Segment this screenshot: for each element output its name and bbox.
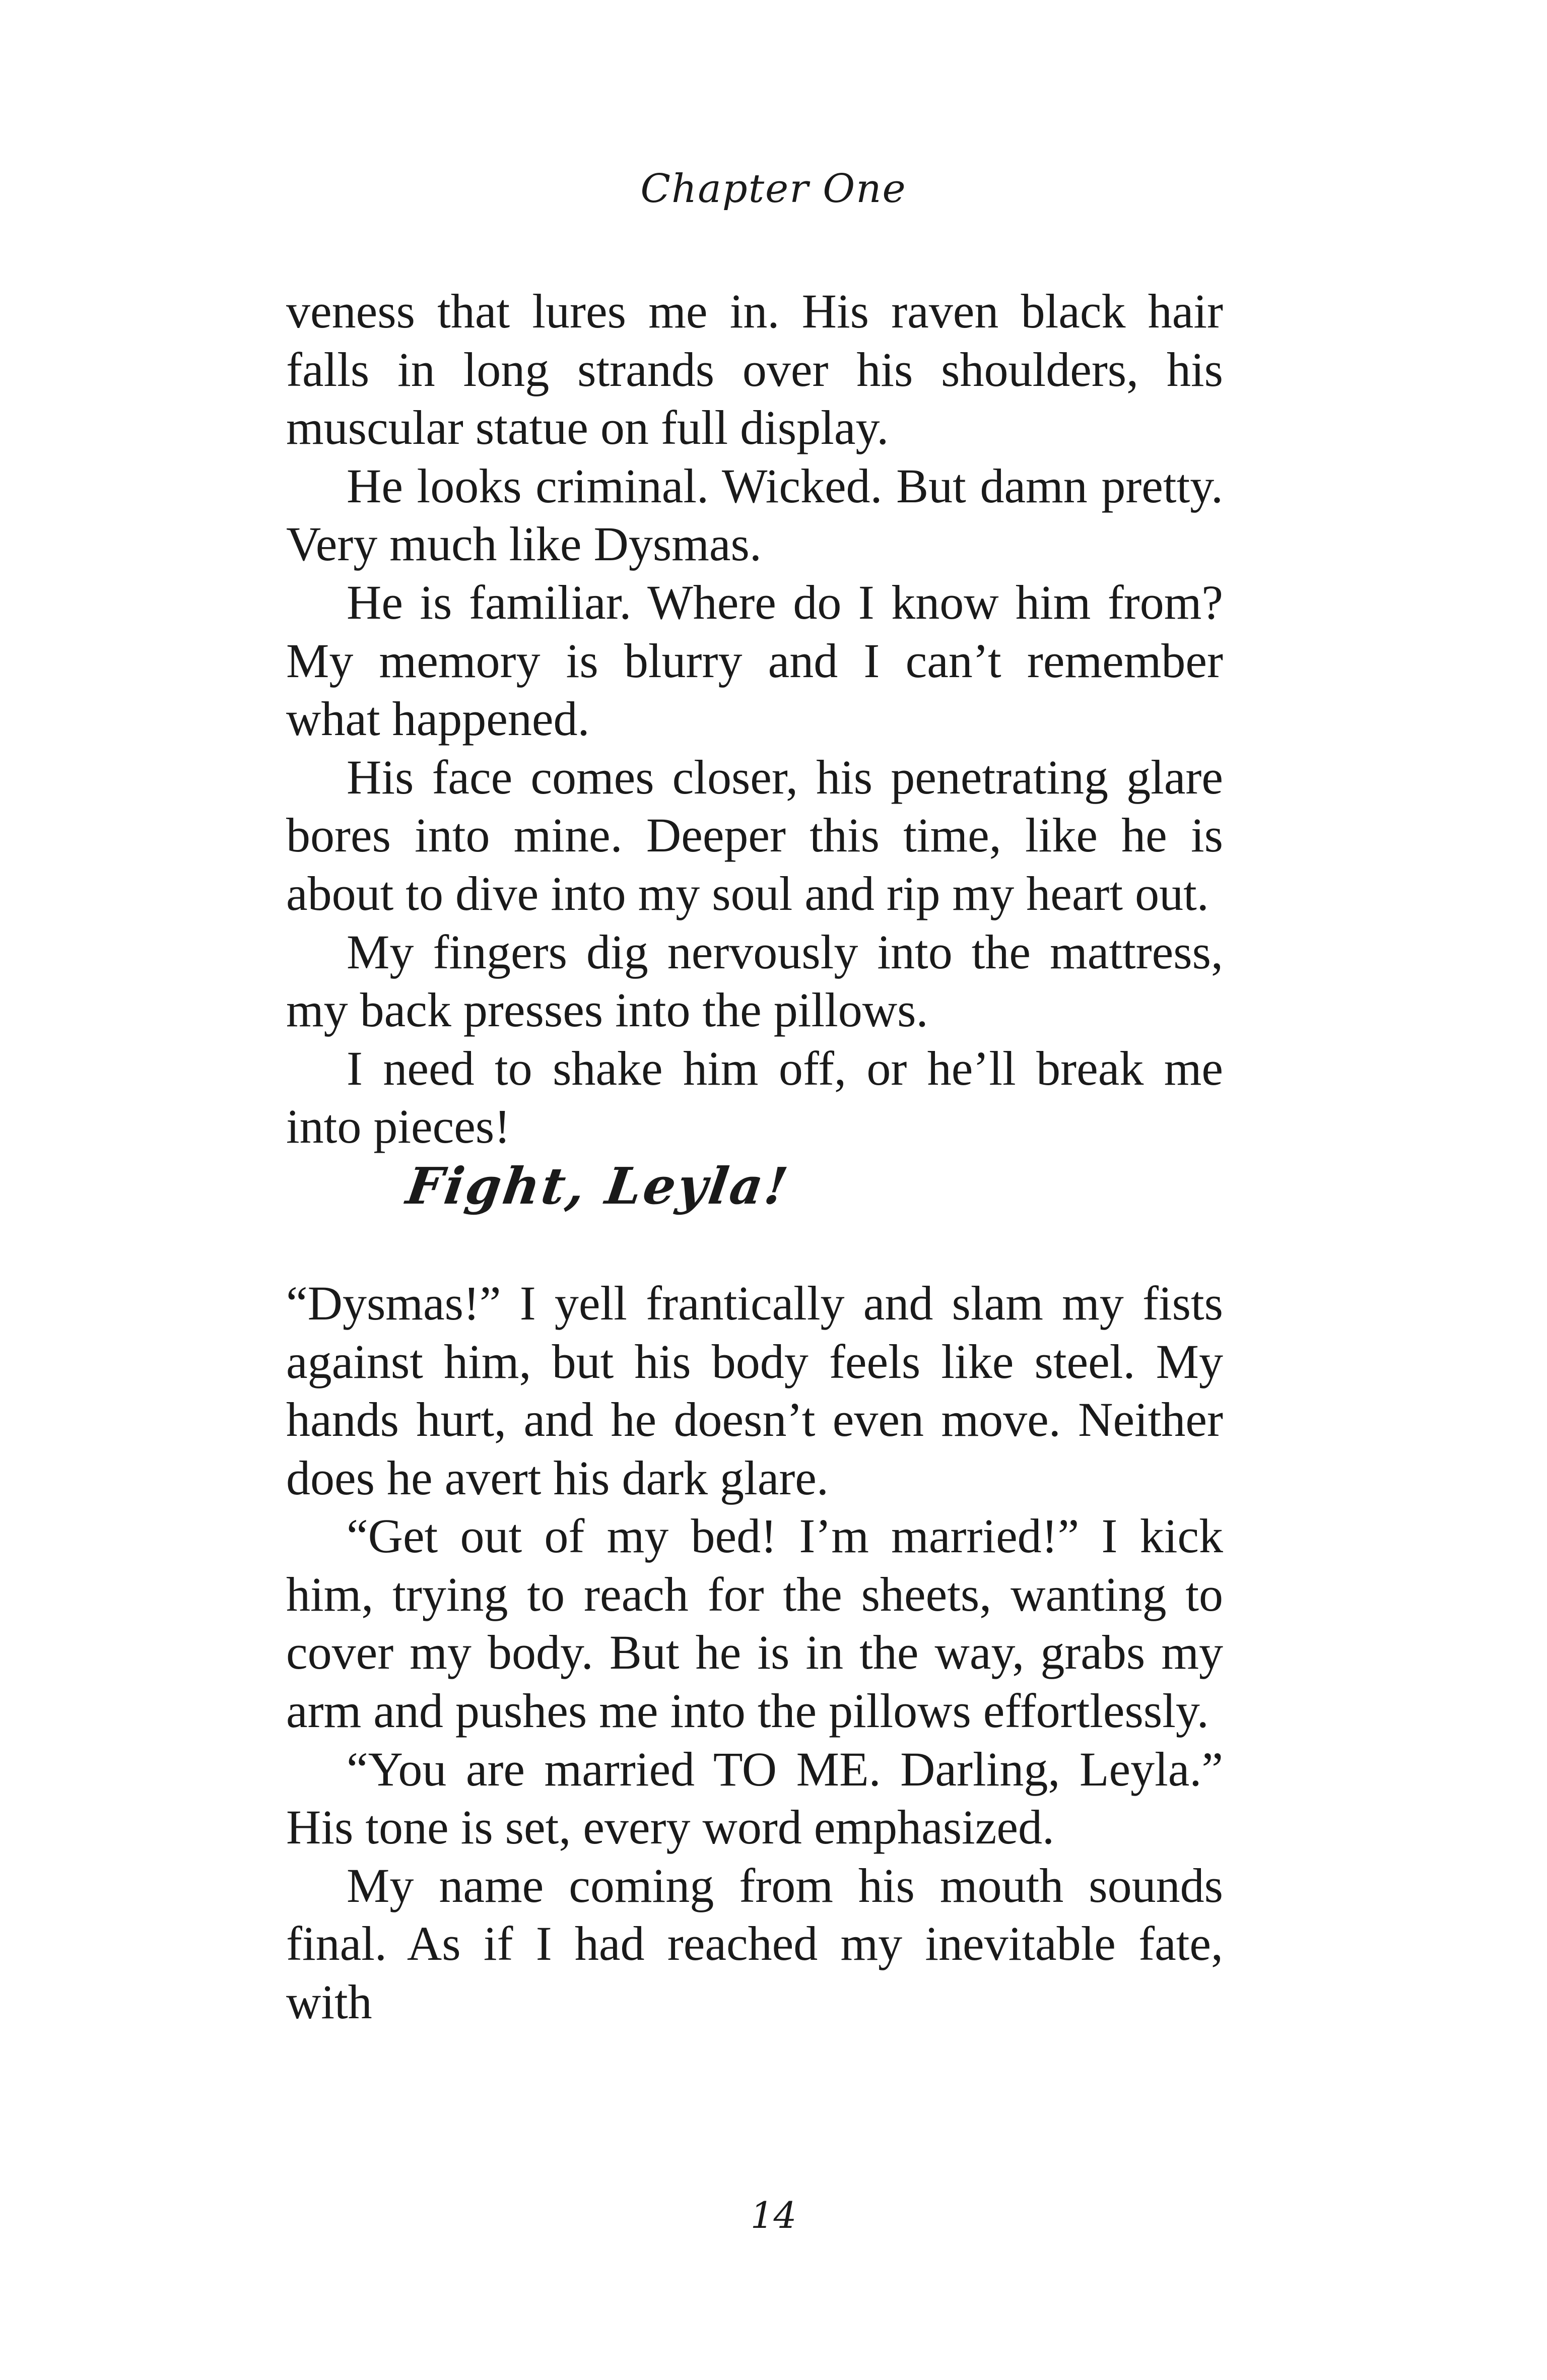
paragraph: His face comes closer, his penetrating glare bores into mine. Deeper this time, like he is about to dive into my soul and rip my heart out. <box>286 750 1223 920</box>
paragraph: “Get out of my bed! I’m married!” I kick him, trying to reach for the sheets, wanting to cover my body. But he is in the way, grabs my arm and pushes me into the pillows effortlessly. <box>286 1509 1223 1738</box>
paragraph: My fingers dig nervously into the mattress, my back presses into the pillows. <box>286 924 1223 1037</box>
paragraph: My name coming from his mouth sounds final. As if I had reached my inevitable fate, with <box>286 1858 1223 2029</box>
paragraph: He is familiar. Where do I know him from? My memory is blurry and I can’t remember what happened. <box>286 575 1223 746</box>
running-head: Chapter One <box>640 166 907 212</box>
paragraph: He looks criminal. Wicked. But damn pretty. Very much like Dysmas. <box>286 458 1223 571</box>
body-text <box>286 282 1223 2031</box>
paragraph-continued: veness that lures me in. His raven black hair falls in long strands over his shoulders, his muscular statue on full display. <box>286 284 1223 455</box>
paragraph: “You are married TO ME. Darling, Leyla.” His tone is set, every word emphasized. <box>286 1742 1223 1855</box>
inner-thought-line: Fight, Leyla! <box>402 1156 793 1216</box>
paragraph: I need to shake him off, or he’ll break me into pieces! <box>286 1041 1223 1154</box>
page-number: 14 <box>750 2194 797 2236</box>
paragraph: “Dysmas!” I yell frantically and slam my fists against him, but his body feels like steel. My hands hurt, and he doesn’t even move. Neither does he avert his dark glare. <box>286 1276 1223 1505</box>
